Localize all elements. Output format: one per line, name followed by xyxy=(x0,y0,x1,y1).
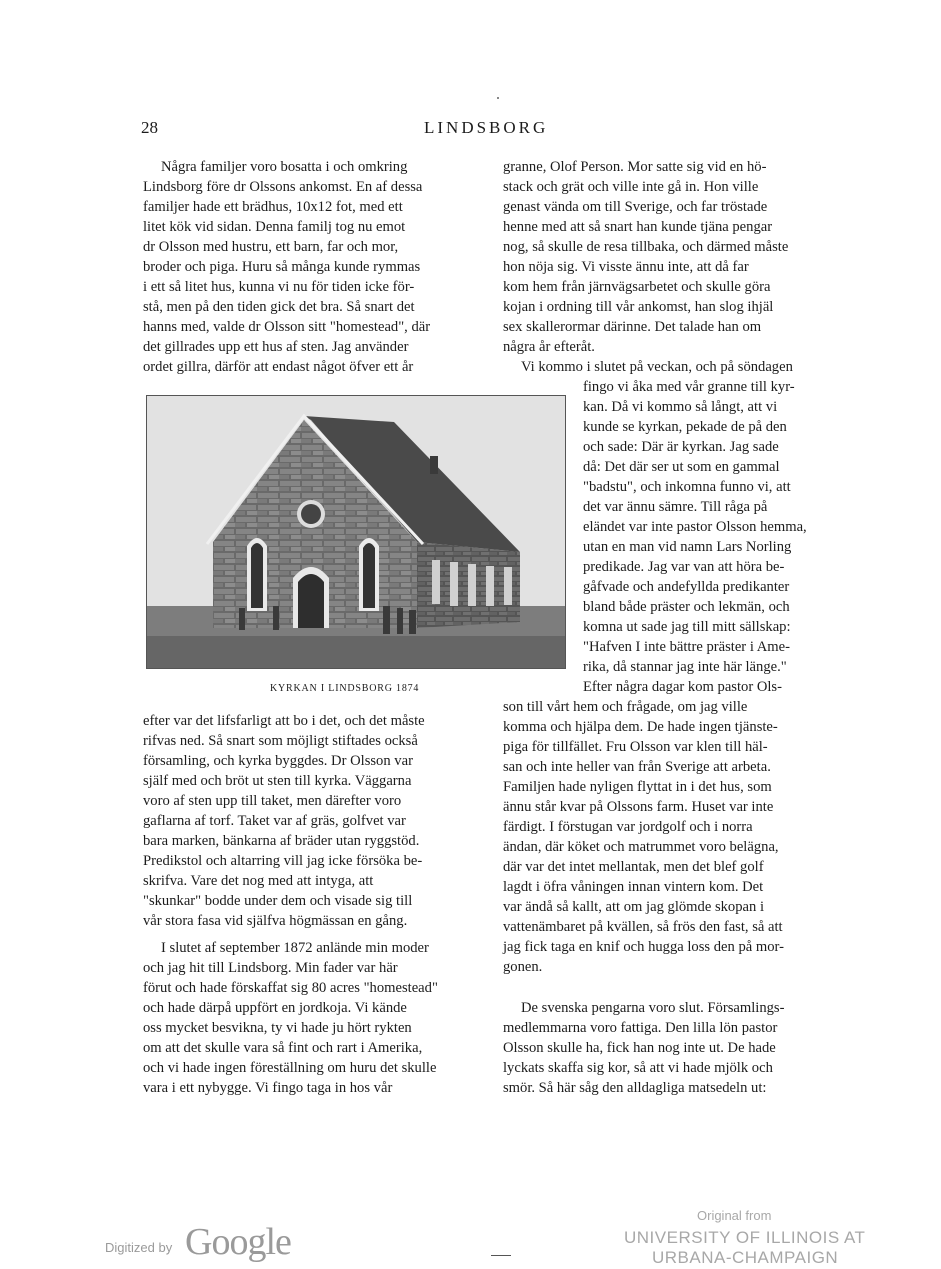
text-line: dr Olsson med hustru, ett barn, far och mor, xyxy=(143,239,399,255)
text-line: granne, Olof Person. Mor satte sig vid en hö- xyxy=(503,159,767,175)
institution-line-1: UNIVERSITY OF ILLINOIS AT xyxy=(624,1228,866,1247)
text-line: hanns med, valde dr Olsson sitt "homestead", där xyxy=(143,319,431,335)
text-line: "badstu", och inkomna funno vi, att xyxy=(583,479,791,495)
text-line: utan en man vid namn Lars Norling xyxy=(583,539,792,555)
text-line: färdigt. I förstugan var jordgolf och i norra xyxy=(503,819,753,835)
text-line: henne med att så snart han kunde tjäna pengar xyxy=(503,219,773,235)
text-line: broder och piga. Huru så många kunde rymmas xyxy=(143,259,421,275)
text-line: gåfvade och andefyllda predikanter xyxy=(583,579,790,595)
text-line: där var det intet mellantak, men det blef golf xyxy=(503,859,764,875)
text-line: Lindsborg före dr Olssons ankomst. En af dessa xyxy=(143,179,423,195)
text-line: kunde se kyrkan, pekade de på den xyxy=(583,419,787,435)
text-line: gaflarna af torf. Taket var af gräs, golfvet var xyxy=(143,813,406,829)
page-number: 28 xyxy=(141,118,158,137)
text-line: komna ut sade jag till mitt sällskap: xyxy=(583,619,791,635)
text-line: ordet gillra, därför att endast något öfver ett år xyxy=(143,359,414,375)
text-line: lyckats skaffa sig kor, så att vi hade mjölk och xyxy=(503,1060,773,1076)
text-line: då: Det där ser ut som en gammal xyxy=(583,459,780,475)
text-line: son till vårt hem och frågade, om jag ville xyxy=(503,699,748,715)
text-line: De svenska pengarna voro slut. Församlings- xyxy=(521,1000,785,1016)
text-line: var ändå så kallt, att om jag glömde skopan i xyxy=(503,899,764,915)
text-line: vara i ett nybygge. Vi fingo taga in hos vår xyxy=(143,1080,393,1096)
church-illustration xyxy=(147,396,565,668)
text-line: kan. Då vi kommo så långt, att vi xyxy=(583,399,778,415)
text-line: piga för tillfället. Fru Olsson var klen till häl- xyxy=(503,739,768,755)
text-line: Familjen hade nyligen flyttat in i det hus, som xyxy=(503,779,772,795)
text-line: rika, då stannar jag inte här länge." xyxy=(583,659,787,675)
text-line: vattenämbaret på kvällen, så frös den fast, så att xyxy=(503,919,783,935)
text-line: Olsson skulle ha, fick han nog inte ut. De hade xyxy=(503,1040,776,1056)
text-line: Predikstol och altarring vill jag icke försöka be- xyxy=(143,853,423,869)
text-line: gonen. xyxy=(503,959,543,975)
text-line: själf med och bröt ut sten till kyrka. Väggarna xyxy=(143,773,412,789)
text-line: lagdt i öfra våningen innan vintern kom. Det xyxy=(503,879,764,895)
text-line: stack och grät och ville inte gå in. Hon ville xyxy=(503,179,759,195)
running-head: LINDSBORG xyxy=(424,118,549,137)
text-line: komma och hjälpa dem. De hade ingen tjänste- xyxy=(503,719,778,735)
text-line: ändan, där köket och matrummet voro belägna, xyxy=(503,839,779,855)
text-line: och hade därpå uppfört en jordkoja. Vi kände xyxy=(143,1000,407,1016)
text-line: bara marken, bänkarna af bräder utan ryggstöd. xyxy=(143,833,420,849)
google-logo: Google xyxy=(185,1221,291,1263)
text-line: hon nöja sig. Vi visste ännu inte, att då far xyxy=(503,259,749,275)
text-line: bland både präster och lekmän, och xyxy=(583,599,790,615)
text-line: genast vända om till Sverige, och far tröstade xyxy=(503,199,768,215)
text-line: Vi kommo i slutet på veckan, och på söndagen xyxy=(521,359,793,375)
text-line: I slutet af september 1872 anlände min moder xyxy=(161,940,429,956)
text-line: och vi hade ingen föreställning om huru det skulle xyxy=(143,1060,437,1076)
text-line: om att det skulle vara så fint och rart i Amerika, xyxy=(143,1040,423,1056)
text-line: Efter några dagar kom pastor Ols- xyxy=(583,679,782,695)
footer-rule xyxy=(491,1255,511,1256)
text-line: kojan i ordning till vår ankomst, han slog ihjäl xyxy=(503,299,774,315)
figure-caption: KYRKAN I LINDSBORG 1874 xyxy=(270,683,420,694)
text-line: några år efteråt. xyxy=(503,339,595,355)
text-line: efter var det lifsfarligt att bo i det, och det måste xyxy=(143,713,425,729)
institution-line-2: URBANA-CHAMPAIGN xyxy=(652,1248,839,1267)
text-line: vår stora fasa vid själfva högmässan en gång. xyxy=(143,913,408,929)
text-line: kom hem från järnvägsarbetet och skulle göra xyxy=(503,279,771,295)
text-line: "Hafven I inte bättre präster i Ame- xyxy=(583,639,790,655)
text-line: Några familjer voro bosatta i och omkring xyxy=(161,159,408,175)
digitized-by-label: Digitized by xyxy=(105,1240,173,1255)
text-line: ännu står kvar på Olssons farm. Huset var inte xyxy=(503,799,774,815)
text-line: stå, men på den tiden gick det bra. Så snart det xyxy=(143,299,415,315)
text-line: skrifva. Vare det nog med att intyga, att xyxy=(143,873,374,889)
text-line: och jag hit till Lindsborg. Min fader var här xyxy=(143,960,398,976)
church-photo xyxy=(146,395,566,669)
text-line: nog, så skulle de resa tillbaka, och därmed måste xyxy=(503,239,789,255)
text-line: jag fick taga en knif och hugga loss den på mor- xyxy=(503,939,784,955)
text-line: fingo vi åka med vår granne till kyr- xyxy=(583,379,795,395)
text-line: det var ännu sämre. Till råga på xyxy=(583,499,768,515)
text-line: i ett så litet hus, kunna vi nu för tiden icke för- xyxy=(143,279,415,295)
speck xyxy=(497,97,499,99)
text-line: och sade: Där är kyrkan. Jag sade xyxy=(583,439,779,455)
original-from-label: Original from xyxy=(697,1208,772,1223)
text-line: smör. Så här såg den alldagliga matsedeln ut: xyxy=(503,1080,767,1096)
text-line: oss mycket besvikna, ty vi hade ju hört rykten xyxy=(143,1020,412,1036)
text-line: predikade. Jag var van att höra be- xyxy=(583,559,785,575)
text-line: litet kök vid sidan. Denna familj tog nu emot xyxy=(143,219,406,235)
text-line: församling, och kyrka byggdes. Dr Olsson var xyxy=(143,753,413,769)
text-line: eländet var inte pastor Olsson hemma, xyxy=(583,519,807,535)
text-line: rifvas ned. Så snart som möjligt stiftades också xyxy=(143,733,418,749)
text-line: medlemmarna voro fattiga. Den lilla lön pastor xyxy=(503,1020,778,1036)
text-line: förut och hade förskaffat sig 80 acres "homestead" xyxy=(143,980,438,996)
text-line: det gillrades upp ett hus af sten. Jag använder xyxy=(143,339,409,355)
text-line: sex skallerormar därinne. Det talade han om xyxy=(503,319,762,335)
text-line: san och inte heller van från Sverige att arbeta. xyxy=(503,759,771,775)
text-line: voro af sten upp till taket, men därefter voro xyxy=(143,793,402,809)
text-line: familjer hade ett brädhus, 10x12 fot, med ett xyxy=(143,199,403,215)
text-line: "skunkar" bodde under dem och visade sig till xyxy=(143,893,413,909)
